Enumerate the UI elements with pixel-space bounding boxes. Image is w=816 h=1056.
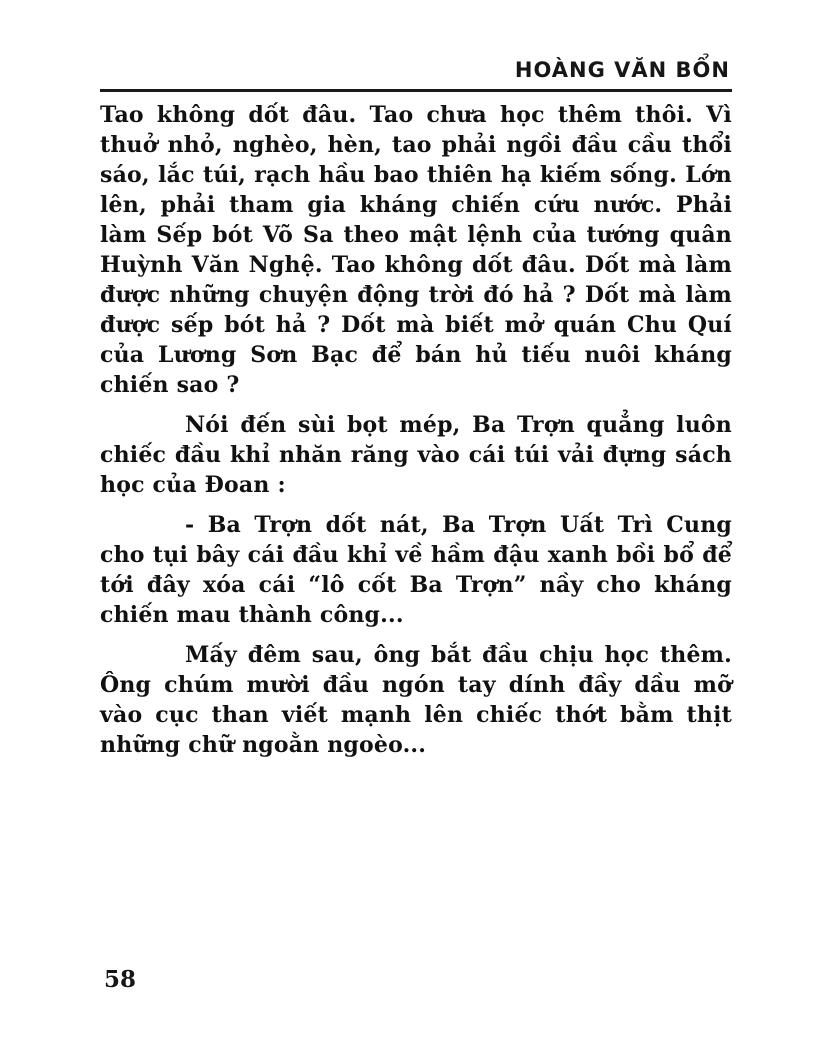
paragraph-3: - Ba Trợn dốt nát, Ba Trợn Uất Trì Cung cho tụi bây cái đầu khỉ về hầm đậu xanh bồi bổ để tới đây xóa cái “lô cốt Ba Trợn” nầy cho kháng chiến mau thành công...: [100, 512, 732, 628]
header-rule: [100, 89, 732, 92]
running-head-author: HOÀNG VĂN BỔN: [514, 58, 730, 82]
paragraph-1: Tao không dốt đâu. Tao chưa học thêm thôi. Vì thuở nhỏ, nghèo, hèn, tao phải ngồi đầu cầu thổi sáo, lắc túi, rạch hầu bao thiên hạ kiếm sống. Lớn lên, phải tham gia kháng chiến cứu nước. Phải làm Sếp bót Võ Sa theo mật lệnh của tướng quân Huỳnh Văn Nghệ. Tao không dốt đâu. Dốt mà làm được những chuyện động trời đó hả ? Dốt mà làm được sếp bót hả ? Dốt mà biết mở quán Chu Quí của Lương Sơn Bạc để bán hủ tiếu nuôi kháng chiến sao ?: [100, 102, 732, 398]
paragraph-4: Mấy đêm sau, ông bắt đầu chịu học thêm. Ông chúm mười đầu ngón tay dính đầy dầu mỡ vào cục than viết mạnh lên chiếc thớt bằm thịt những chữ ngoằn ngoèo...: [100, 642, 732, 758]
paragraph-2: Nói đến sùi bọt mép, Ba Trợn quẳng luôn chiếc đầu khỉ nhăn răng vào cái túi vải đựng sách học của Đoan :: [100, 412, 732, 498]
text-block: [100, 58, 732, 770]
body-text: [100, 100, 732, 760]
page-number: 58: [104, 966, 137, 993]
